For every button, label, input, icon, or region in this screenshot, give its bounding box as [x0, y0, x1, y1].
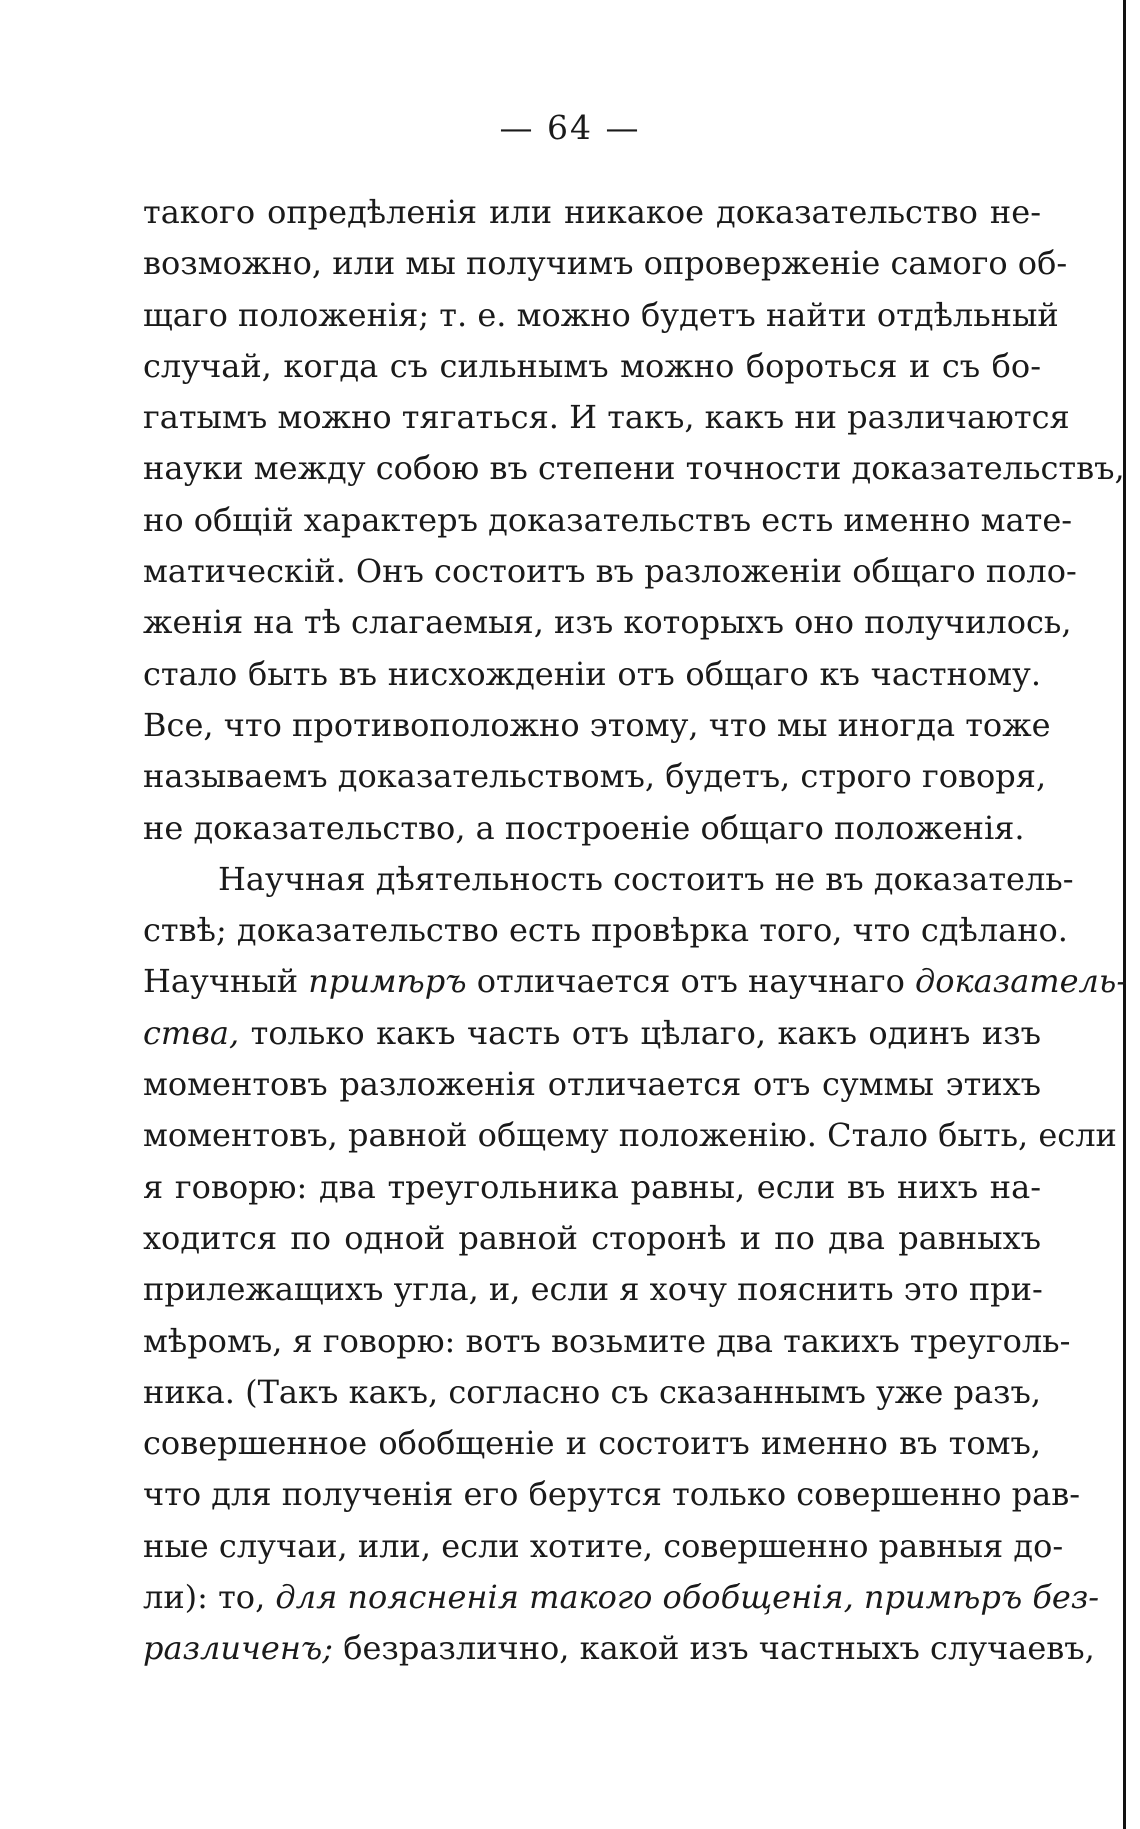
- text-line: [143, 1059, 1041, 1110]
- text-run: науки между собою въ степени точности доказательствъ,: [143, 449, 1125, 488]
- text-run: ные случаи, или, если хотите, совершенно равныя до-: [143, 1526, 1064, 1565]
- text-run: совершенное обобщеніе и состоитъ именно въ томъ,: [143, 1424, 1041, 1463]
- text-line: [143, 751, 1047, 802]
- text-line: [143, 854, 1074, 905]
- text-run: Научный: [143, 962, 309, 1001]
- text-run: моментовъ разложенія отличается отъ суммы этихъ: [143, 1065, 1041, 1104]
- italic-run: примѣръ: [308, 962, 467, 1001]
- text-run: не доказательство, а построеніе общаго положенія.: [143, 808, 1025, 847]
- body-text: [143, 187, 1128, 1675]
- page-edge-rule: [1123, 0, 1126, 1829]
- text-run: ствѣ; доказательство есть провѣрка того, что сдѣлано.: [143, 911, 1068, 950]
- text-line: [143, 443, 1125, 494]
- italic-run: различенъ;: [143, 1629, 334, 1668]
- text-run: возможно, или мы получимъ опроверженіе самого об-: [143, 244, 1068, 283]
- text-run: такого опредѣленія или никакое доказательство не-: [143, 193, 1041, 231]
- text-run: моментовъ, равной общему положенію. Стало быть, если: [143, 1116, 1117, 1155]
- text-run: ходится по одной равной сторонѣ и по два равныхъ: [143, 1218, 1041, 1257]
- italic-run: ства,: [143, 1013, 240, 1052]
- paragraph: [143, 854, 1128, 1675]
- italic-run: для поясненія такого обобщенія, примѣръ без-: [275, 1578, 1100, 1617]
- text-run: только какъ часть отъ цѣлаго, какъ одинъ изъ: [239, 1013, 1041, 1052]
- text-line: [143, 546, 1077, 597]
- text-run: щаго положенія; т. е. можно будетъ найти отдѣльный: [143, 295, 1059, 334]
- text-run: но общій характеръ доказательствъ есть именно мате-: [143, 500, 1073, 539]
- text-run: случай, когда съ сильнымъ можно бороться и съ бо-: [143, 346, 1041, 385]
- text-run: что для полученія его берутся только совершенно рав-: [143, 1475, 1081, 1514]
- text-line: [143, 341, 1041, 392]
- text-run: гатымъ можно тягаться. И такъ, какъ ни различаются: [143, 398, 1070, 437]
- text-line: [143, 597, 1072, 648]
- text-line: [143, 238, 1068, 289]
- text-line: [143, 649, 1041, 700]
- page-number: — 64 —: [499, 108, 641, 147]
- text-line: [143, 1008, 1041, 1059]
- text-run: стало быть въ нисхожденіи отъ общаго къ частному.: [143, 654, 1041, 693]
- text-line: [143, 803, 1041, 854]
- text-run: Научная дѣятельность состоитъ не въ доказатель-: [218, 859, 1074, 898]
- text-run: ли): то,: [143, 1578, 276, 1617]
- text-run: отличается отъ научнаго: [466, 962, 915, 1001]
- text-line: [143, 1264, 1041, 1315]
- text-run: женія на тѣ слагаемыя, изъ которыхъ оно получилось,: [143, 603, 1072, 642]
- text-run: мѣромъ, я говорю: вотъ возьмите два такихъ треуголь-: [143, 1321, 1071, 1360]
- text-line: [143, 1521, 1064, 1572]
- text-line: [143, 1469, 1081, 1520]
- text-line: [143, 392, 1070, 443]
- text-run: я говорю: два треугольника равны, если въ нихъ на-: [143, 1167, 1041, 1206]
- text-line: [143, 1572, 1100, 1623]
- text-run: прилежащихъ угла, и, если я хочу пояснить это при-: [143, 1270, 1043, 1309]
- text-line: [143, 905, 1068, 956]
- text-line: [143, 956, 1128, 1007]
- bottom-margin: [0, 1620, 1140, 1820]
- text-line: [143, 700, 1051, 751]
- text-line: [143, 1367, 1041, 1418]
- italic-run: доказатель-: [915, 962, 1128, 1001]
- text-line: [143, 1418, 1041, 1469]
- text-run: Все, что противоположно этому, что мы иногда тоже: [143, 705, 1051, 744]
- text-line: [143, 187, 1041, 238]
- text-line: [143, 1213, 1041, 1264]
- text-run: матическій. Онъ состоитъ въ разложеніи общаго поло-: [143, 552, 1077, 591]
- text-run: называемъ доказательствомъ, будетъ, строго говоря,: [143, 757, 1047, 796]
- text-line: [143, 290, 1059, 341]
- text-run: ника. (Такъ какъ, согласно съ сказаннымъ уже разъ,: [143, 1372, 1041, 1411]
- text-line: [143, 1316, 1071, 1367]
- text-line: [143, 1110, 1117, 1161]
- text-line: [143, 495, 1073, 546]
- text-run: безразлично, какой изъ частныхъ случаевъ,: [333, 1629, 1095, 1668]
- text-line: [143, 1162, 1041, 1213]
- paragraph: [143, 187, 1125, 854]
